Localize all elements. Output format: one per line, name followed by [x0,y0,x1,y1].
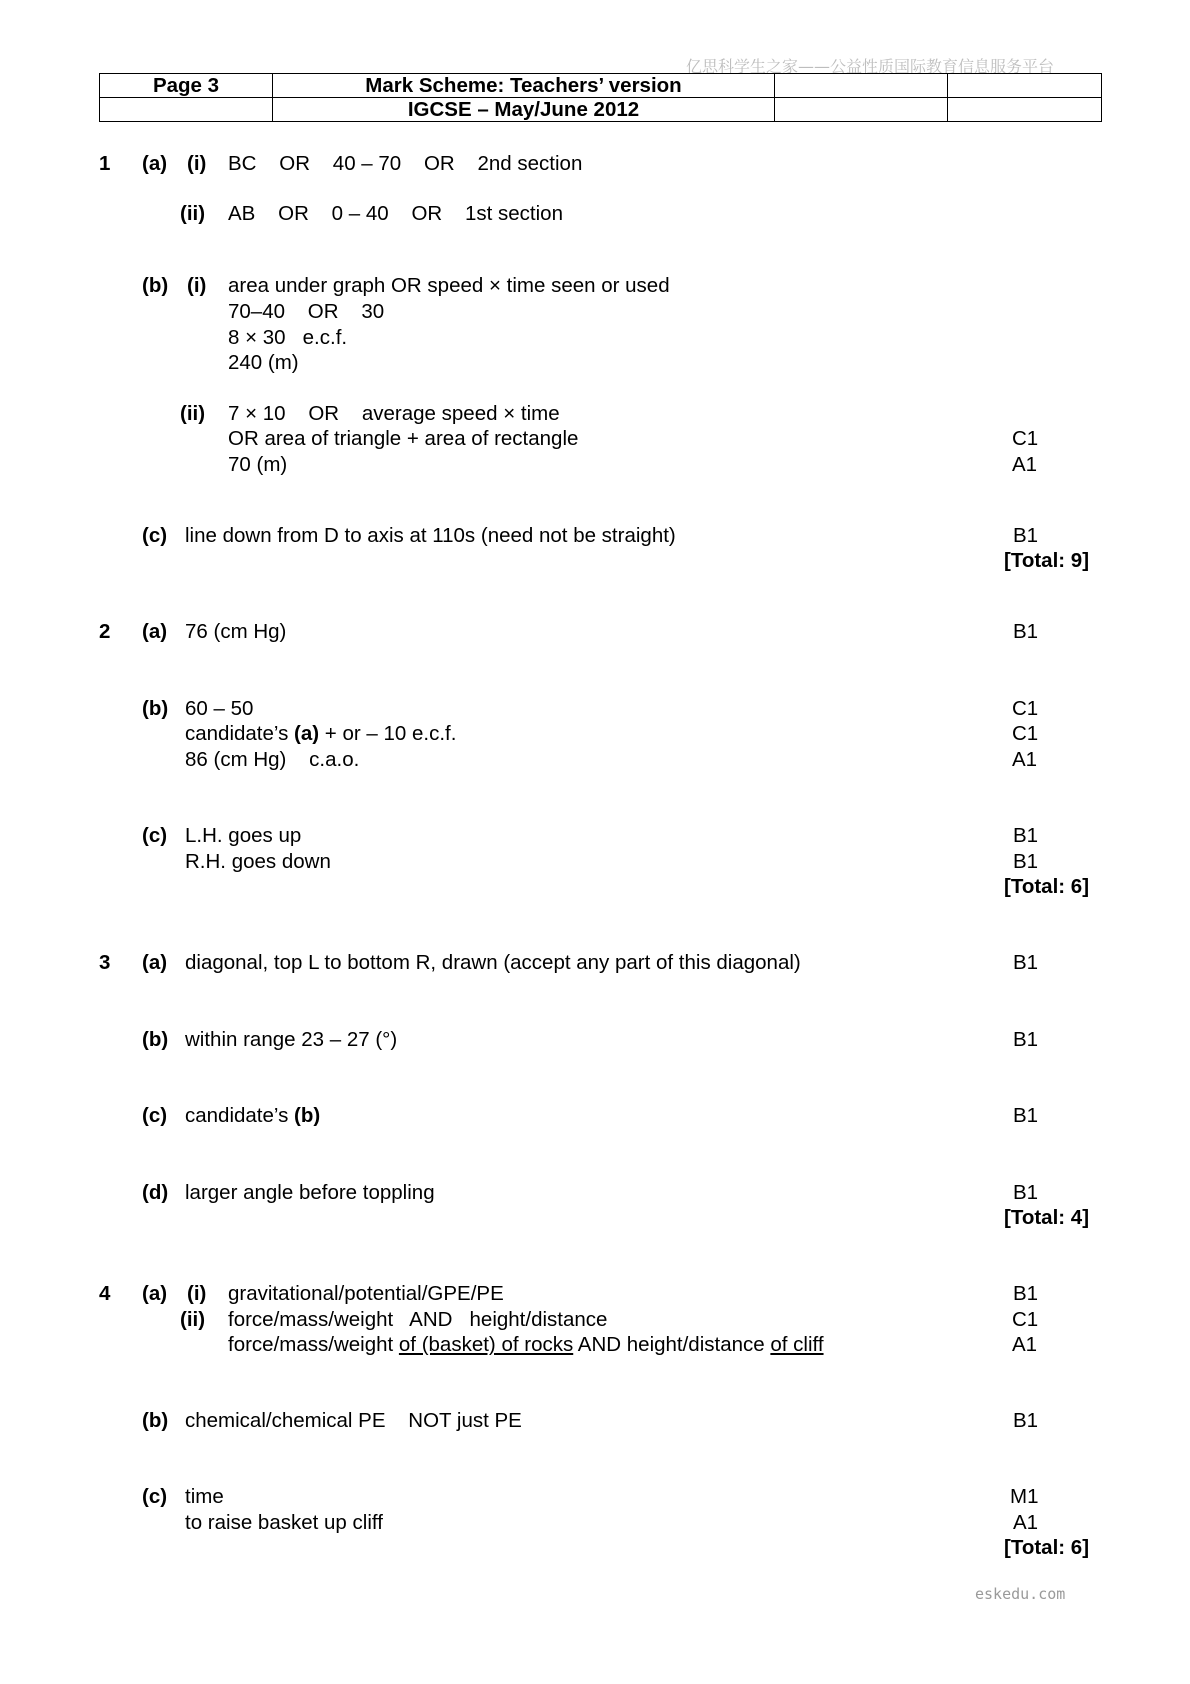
mark: A1 [1012,1333,1038,1356]
part-label: (a) [142,951,168,974]
subpart-label: (i) [187,274,207,297]
part-label: (b) [142,1409,169,1432]
question-total: [Total: 9] [1004,549,1090,572]
subpart-label: (i) [187,152,207,175]
mark: A1 [1012,748,1038,771]
answer-text: R.H. goes down [185,850,331,873]
answer-text: candidate’s (b) [185,1104,321,1127]
mark: C1 [1012,697,1039,720]
mark: M1 [1010,1485,1039,1508]
answer-text: larger angle before toppling [185,1181,435,1204]
subpart-label: (i) [187,1282,207,1305]
answer-text: time [185,1485,224,1508]
answer-text: line down from D to axis at 110s (need not be straight) [185,524,676,547]
part-label: (a) [142,620,168,643]
subpart-label: (ii) [180,202,206,225]
part-label: (c) [142,1104,168,1127]
mark: B1 [1013,524,1039,547]
mark: B1 [1013,1181,1039,1204]
part-label: (b) [142,1028,169,1051]
part-label: (a) [142,1282,168,1305]
part-label: (c) [142,524,168,547]
mark: B1 [1013,1104,1039,1127]
mark: B1 [1013,620,1039,643]
part-label: (d) [142,1181,169,1204]
answer-text: OR area of triangle + area of rectangle [228,427,579,450]
answer-text: candidate’s (a) + or – 10 e.c.f. [185,722,457,745]
answer-text: force/mass/weight of (basket) of rocks AND height/distance of cliff [228,1333,824,1356]
answer-text: 70 (m) [228,453,288,476]
answer-text: 7 × 10 OR average speed × time [228,402,560,425]
answer-text: 76 (cm Hg) [185,620,287,643]
mark: C1 [1012,1308,1039,1331]
answer-text: L.H. goes up [185,824,302,847]
answer-text: diagonal, top L to bottom R, drawn (accept any part of this diagonal) [185,951,801,974]
question-number: 2 [99,620,111,643]
mark: B1 [1013,1282,1039,1305]
answer-text: force/mass/weight AND height/distance [228,1308,608,1331]
answer-text: 60 – 50 [185,697,254,720]
header-subtitle: IGCSE – May/June 2012 [273,98,775,122]
question-total: [Total: 6] [1004,1536,1090,1559]
mark: B1 [1013,1028,1039,1051]
header-empty-cell [775,98,948,122]
subpart-label: (ii) [180,402,206,425]
mark: C1 [1012,427,1039,450]
mark: A1 [1012,453,1038,476]
answer-text: to raise basket up cliff [185,1511,383,1534]
header-empty-cell [775,74,948,98]
answer-text: gravitational/potential/GPE/PE [228,1282,504,1305]
mark: C1 [1012,722,1039,745]
header-empty-cell [948,74,1102,98]
watermark-top: 亿思科学生之家——公益性质国际教育信息服务平台 [686,57,1055,76]
part-label: (b) [142,697,169,720]
watermark-bottom: eskedu.com [975,1585,1066,1603]
mark: B1 [1013,951,1039,974]
mark: B1 [1013,824,1039,847]
subpart-label: (ii) [180,1308,206,1331]
part-label: (c) [142,1485,168,1508]
header-table [99,73,1102,122]
question-number: 4 [99,1282,111,1305]
part-label: (c) [142,824,168,847]
answer-text: 86 (cm Hg) c.a.o. [185,748,360,771]
answer-text: within range 23 – 27 (°) [185,1028,398,1051]
answer-text: chemical/chemical PE NOT just PE [185,1409,522,1432]
header-page: Page 3 [100,74,273,98]
mark: B1 [1013,1409,1039,1432]
answer-text: 240 (m) [228,351,299,374]
mark: A1 [1013,1511,1039,1534]
header-empty-cell [948,98,1102,122]
header-title: Mark Scheme: Teachers’ version [273,74,775,98]
part-label: (a) [142,152,168,175]
question-number: 3 [99,951,111,974]
question-number: 1 [99,152,111,175]
question-total: [Total: 4] [1004,1206,1090,1229]
part-label: (b) [142,274,169,297]
answer-text: area under graph OR speed × time seen or used [228,274,670,297]
answer-text: 70–40 OR 30 [228,300,385,323]
answer-text: 8 × 30 e.c.f. [228,326,348,349]
answer-text: BC OR 40 – 70 OR 2nd section [228,152,583,175]
header-empty-cell [100,98,273,122]
question-total: [Total: 6] [1004,875,1090,898]
mark: B1 [1013,850,1039,873]
answer-text: AB OR 0 – 40 OR 1st section [228,202,563,225]
